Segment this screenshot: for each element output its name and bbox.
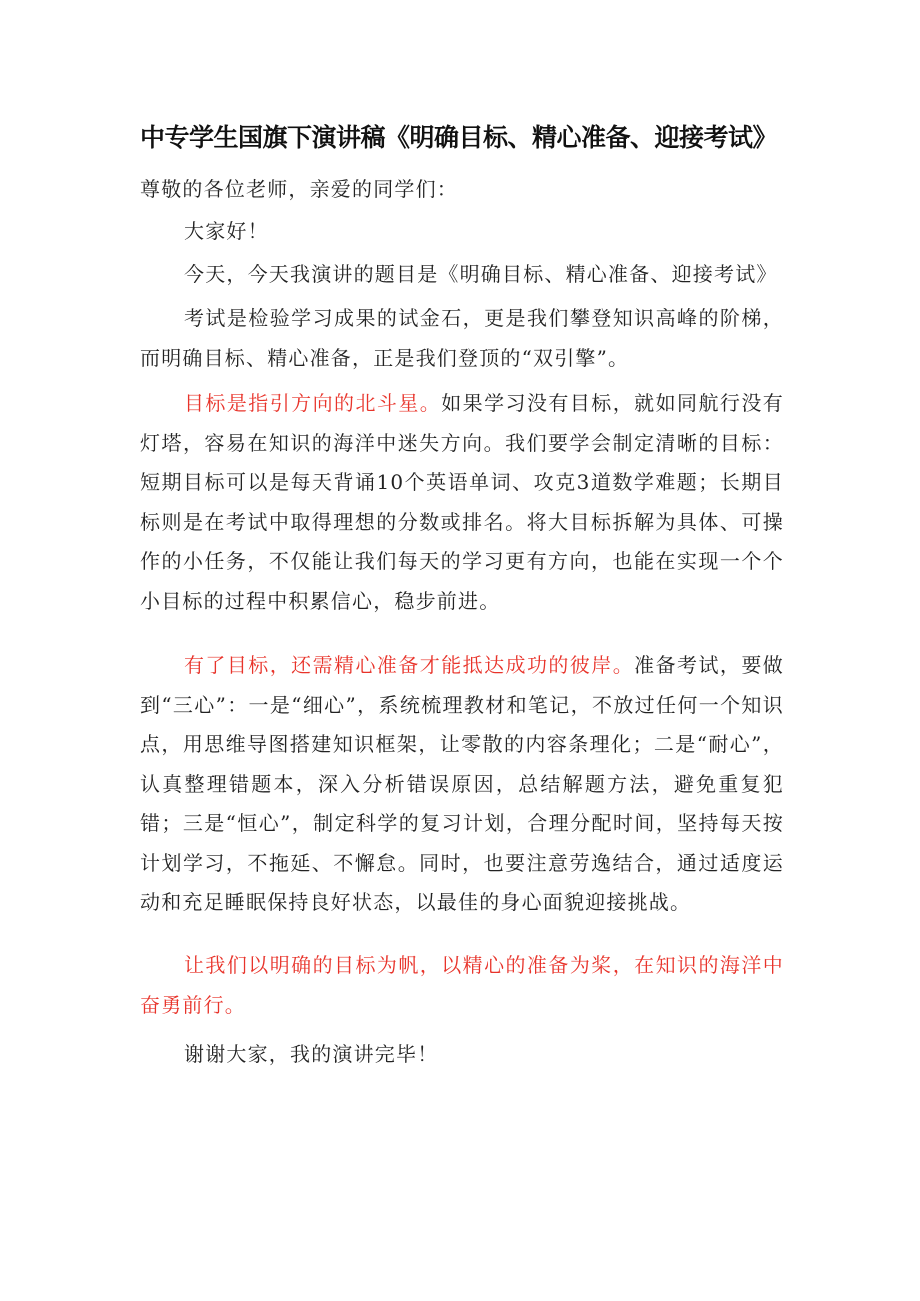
closing-statement: 让我们以明确的目标为帆，以精心的准备为桨，在知识的海洋中奋勇前行。 <box>140 953 784 1017</box>
paragraph-goals-body: 如果学习没有目标，就如同航行没有灯塔，容易在知识的海洋中迷失方向。我们要学会制定清晰的目标：短期目标可以是每天背诵10个英语单词、攻克3道数学难题；长期目标则是在考试中取得理想的分数或排名。将大目标拆解为具体、可操作的小任务，不仅能让我们每天的学习更有方向，也能在实现一个个小目标的过程中积累信心，稳步前进。 <box>140 391 785 613</box>
paragraph-preparation <box>140 646 784 923</box>
salutation: 尊敬的各位老师，亲爱的同学们： <box>140 177 458 201</box>
greeting: 大家好！ <box>184 219 269 243</box>
paragraph-exam-purpose: 考试是检验学习成果的试金石，更是我们攀登知识高峰的阶梯，而明确目标、精心准备，正是我们登顶的“双引擎”。 <box>140 306 784 370</box>
paragraph-preparation-body: 准备考试，要做到“三心”：一是“细心”，系统梳理教材和笔记，不放过任何一个知识点，用思维导图搭建知识框架，让零散的内容条理化；二是“耐心”，认真整理错题本，深入分析错误原因，总结解题方法，避免重复犯错；三是“恒心”，制定科学的复习计划，合理分配时间，坚持每天按计划学习，不拖延、不懈怠。同时，也要注意劳逸结合，通过适度运动和充足睡眠保持良好状态，以最佳的身心面貌迎接挑战。 <box>140 653 784 914</box>
document-title: 中专学生国旗下演讲稿《明确目标、精心准备、迎接考试》 <box>140 123 778 152</box>
thanks-line: 谢谢大家，我的演讲完毕！ <box>184 1042 439 1066</box>
paragraph-preparation-lead: 有了目标，还需精心准备才能抵达成功的彼岸。 <box>184 653 635 677</box>
paragraph-goals-lead: 目标是指引方向的北斗星。 <box>184 391 442 415</box>
paragraph-goals <box>140 384 784 621</box>
intro-paragraph: 今天，今天我演讲的题目是《明确目标、精心准备、迎接考试》 <box>184 262 778 286</box>
